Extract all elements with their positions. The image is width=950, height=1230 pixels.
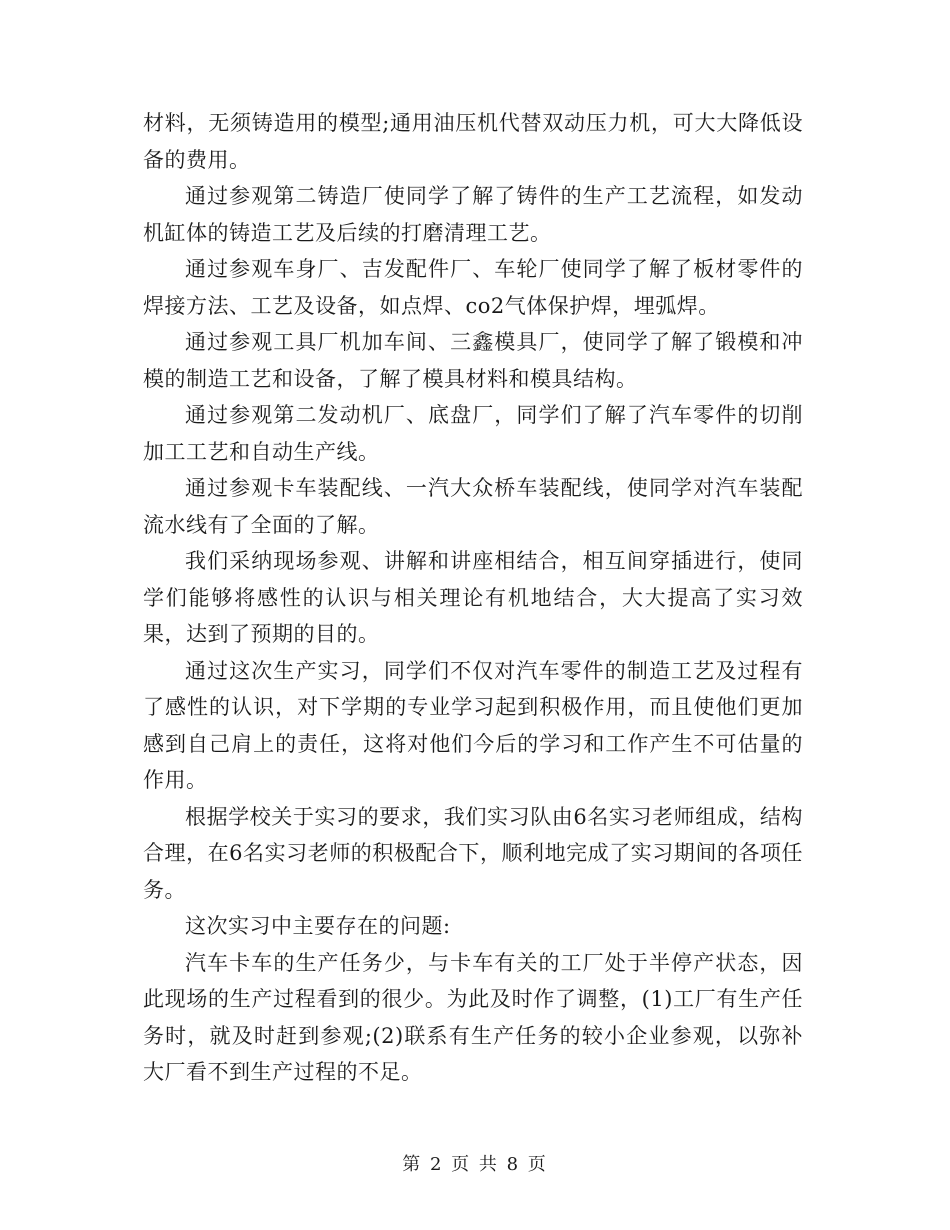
paragraph: 通过参观第二发动机厂、底盘厂，同学们了解了汽车零件的切削加工工艺和自动生产线。: [143, 403, 803, 464]
paragraph: 通过这次生产实习，同学们不仅对汽车零件的制造工艺及过程有了感性的认识，对下学期的专业学习起到积极作用，而且使他们更加感到自己肩上的责任，这将对他们今后的学习和工作产生不可估量的作用。: [143, 658, 803, 792]
paragraph: 根据学校关于实习的要求，我们实习队由6名实习老师组成，结构合理，在6名实习老师的积极配合下，顺利地完成了实习期间的各项任务。: [143, 804, 803, 902]
paragraph: 通过参观第二铸造厂使同学了解了铸件的生产工艺流程，如发动机缸体的铸造工艺及后续的打磨清理工艺。: [143, 184, 803, 245]
paragraph-continuation: 材料，无须铸造用的模型;通用油压机代替双动压力机，可大大降低设备的费用。: [143, 111, 803, 172]
paragraph: 这次实习中主要存在的问题:: [185, 914, 451, 938]
paragraph: 通过参观车身厂、吉发配件厂、车轮厂使同学了解了板材零件的焊接方法、工艺及设备，如点焊、co2气体保护焊，埋弧焊。: [143, 257, 803, 318]
page-number-footer: 第 2 页 共 8 页: [402, 1154, 548, 1175]
paragraph: 我们采纳现场参观、讲解和讲座相结合，相互间穿插进行，使同学们能够将感性的认识与相关理论有机地结合，大大提高了实习效果，达到了预期的目的。: [143, 549, 803, 646]
page-body: [143, 105, 803, 1091]
paragraph: 通过参观工具厂机加车间、三鑫模具厂，使同学了解了锻模和冲模的制造工艺和设备，了解了模具材料和模具结构。: [143, 330, 803, 391]
paragraph: 汽车卡车的生产任务少，与卡车有关的工厂处于半停产状态，因此现场的生产过程看到的很少。为此及时作了调整，(1)工厂有生产任务时，就及时赶到参观;(2)联系有生产任务的较小企业参观，以弥补大厂看不到生产过程的不足。: [143, 950, 803, 1084]
paragraph: 通过参观卡车装配线、一汽大众桥车装配线，使同学对汽车装配流水线有了全面的了解。: [143, 476, 803, 537]
